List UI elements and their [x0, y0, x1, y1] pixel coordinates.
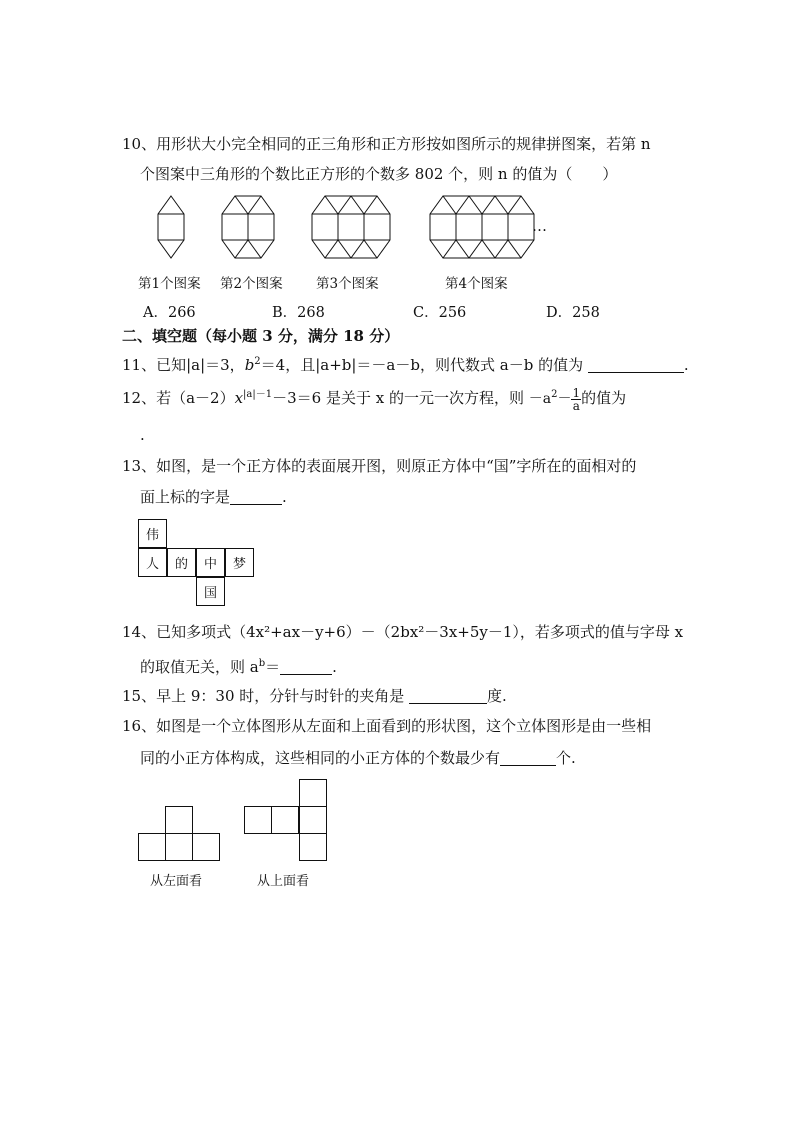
q15-answer-blank[interactable]: [409, 687, 487, 704]
q12-part-b: －3＝6 是关于 x 的一元一次方程，则: [272, 389, 524, 407]
q12: [122, 385, 626, 412]
q14-line2-a: 的取值无关，则 a: [140, 658, 259, 676]
option-d: D．258: [546, 305, 600, 321]
net-cell-zhong: 中: [196, 548, 225, 577]
q11-exp: 2: [254, 356, 261, 367]
top-view-cell: [299, 779, 327, 807]
net-cell-guo: 国: [196, 577, 225, 606]
caption-pattern-2: 第2个图案: [220, 276, 283, 292]
q12-denominator: a: [572, 398, 580, 413]
caption-pattern-3: 第3个图案: [316, 276, 379, 292]
q10-line2: 个图案中三角形的个数比正方形的个数多 802 个，则 n 的值为（ ）: [140, 165, 618, 183]
top-view-cell: [299, 806, 327, 834]
q15: [122, 686, 507, 706]
q13-line2: [140, 487, 287, 507]
q12-numerator: 1: [572, 385, 581, 400]
left-view-cell: [165, 806, 193, 834]
q12-line2: .: [140, 426, 145, 444]
q16-line2: [140, 748, 576, 768]
q13-line1: 13、如图，是一个正方体的表面展开图，则原正方体中“国”字所在的面相对的: [122, 457, 637, 475]
top-view-label: 从上面看: [257, 874, 310, 889]
top-view-cell: [299, 833, 327, 861]
pattern-4-figure: [428, 194, 538, 260]
q16-line1: 16、如图是一个立体图形从左面和上面看到的形状图，这个立体图形是由一些相: [122, 717, 652, 735]
q14-line2: [140, 654, 337, 677]
q11-answer-blank[interactable]: [588, 356, 684, 373]
q11-end: .: [683, 356, 689, 374]
pattern-1-figure: [156, 194, 186, 260]
q12-fraction: [571, 387, 581, 412]
option-a: A．266: [143, 305, 196, 321]
q12-expr-exp: 2: [551, 389, 558, 400]
option-b: B．268: [272, 305, 325, 321]
q15-end: 度.: [487, 687, 507, 705]
q12-expr: －a: [528, 391, 552, 407]
q16-line2-text: 同的小正方体构成，这些相同的小正方体的个数最少有: [140, 749, 501, 767]
q13-line2-text: 面上标的字是: [140, 488, 231, 506]
pattern-ellipsis: …: [532, 217, 547, 235]
q11-b: b: [244, 356, 255, 374]
q12-minus: －: [557, 391, 572, 407]
q11-part-c: ＝4，且|a+b|＝－a－b，则代数式 a－b 的值为: [260, 356, 584, 374]
left-view-label: 从左面看: [150, 874, 203, 889]
q14-end: .: [332, 658, 337, 676]
caption-pattern-4: 第4个图案: [445, 276, 508, 292]
pattern-3-figure: [310, 194, 394, 260]
q16-answer-blank[interactable]: [500, 749, 556, 766]
q13-end: .: [282, 488, 287, 506]
top-view-cell: [244, 806, 272, 834]
section-2-title: 二、填空题（每小题 3 分，满分 18 分）: [122, 327, 400, 345]
left-view-cell: [138, 833, 166, 861]
option-c: C．256: [413, 305, 467, 321]
top-view-cell: [271, 806, 299, 834]
net-cell-meng: 梦: [225, 548, 254, 577]
net-cell-wei: 伟: [138, 519, 167, 548]
left-view-cell: [165, 833, 193, 861]
q12-part-a: 12、若（a－2）: [122, 389, 235, 407]
q14-line2-b: ＝: [265, 658, 281, 676]
pattern-2-figure: [220, 194, 278, 260]
net-cell-ren: 人: [138, 548, 167, 577]
q14-answer-blank[interactable]: [280, 658, 332, 675]
q14-exp: b: [258, 658, 266, 669]
q14-line1: 14、已知多项式（4x²+ax－y+6）－（2bx²－3x+5y－1），若多项式的值与字母 x: [122, 623, 684, 641]
q12-exp: |a|－1: [243, 389, 273, 400]
net-cell-de: 的: [167, 548, 196, 577]
q12-part-c: 的值为: [581, 389, 627, 407]
q11: [122, 352, 689, 375]
q10-line1: 10、用形状大小完全相同的正三角形和正方形按如图所示的规律拼图案，若第 n: [122, 135, 651, 153]
q13-answer-blank[interactable]: [230, 488, 282, 505]
caption-pattern-1: 第1个图案: [138, 276, 201, 292]
left-view-cell: [192, 833, 220, 861]
q12-x: x: [234, 389, 244, 407]
q11-part-a: 11、已知|a|＝3，: [122, 356, 245, 374]
q15-text: 15、早上 9：30 时，分针与时针的夹角是: [122, 687, 405, 705]
q16-end: 个.: [556, 749, 576, 767]
